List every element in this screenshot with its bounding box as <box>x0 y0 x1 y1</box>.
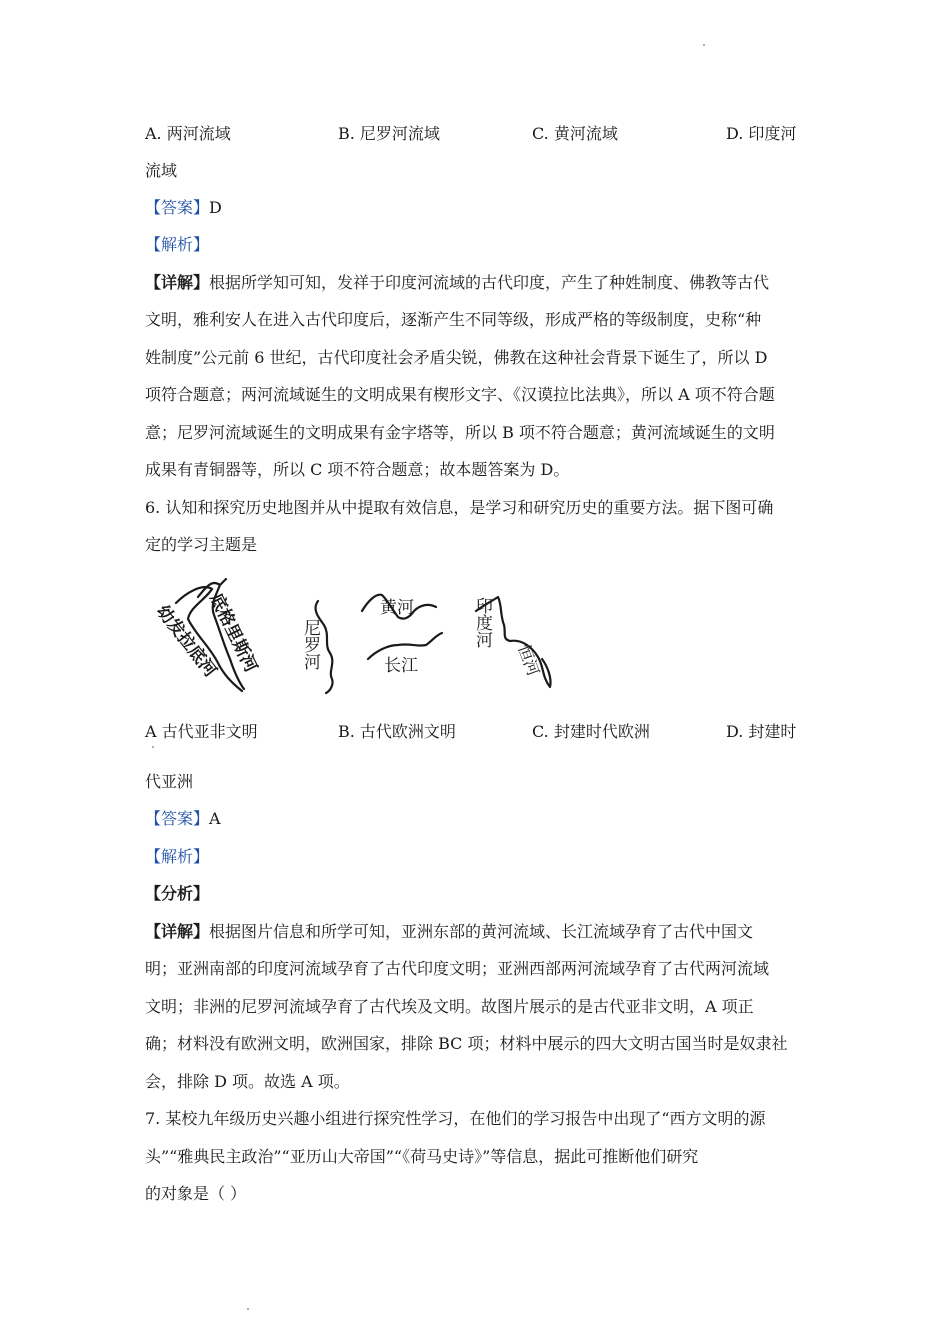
q6-detail-line-3: 文明；非洲的尼罗河流域孕育了古代埃及文明。故图片展示的是古代亚非文明，A 项正 <box>145 997 754 1016</box>
q6-option-d: D. 封建时 <box>726 722 797 741</box>
q6-detail-line-4: 确；材料没有欧洲文明，欧洲国家，排除 BC 项；材料中展示的四大文明古国当时是奴隶社 <box>145 1034 788 1053</box>
q5-answer <box>145 198 810 218</box>
q6-detail-line-2: 明；亚洲南部的印度河流域孕育了古代印度文明；亚洲西部两河流域孕育了古代两河流域 <box>145 959 770 978</box>
q5-analysis-tag: 【解析】 <box>145 235 210 254</box>
q7-stem-line-3: 的对象是（ ） <box>145 1184 247 1203</box>
q5-option-d: D. 印度河 <box>726 124 797 143</box>
river-map-figure <box>140 575 560 700</box>
q7-stem-line-2: 头”“雅典民主政治”“亚历山大帝国”“《荷马史诗》”等信息，据此可推断他们研究 <box>145 1147 699 1166</box>
q6-option-a: A 古代亚非文明 <box>145 722 258 741</box>
q6-detail-line-5: 会，排除 D 项。故选 A 项。 <box>145 1072 350 1091</box>
q5-option-b: B. 尼罗河流域 <box>338 124 440 143</box>
indus-label: 印度河 <box>472 597 492 648</box>
q6-detail-line-1: 【详解】根据图片信息和所学可知，亚洲东部的黄河流域、长江流域孕育了古代中国文 <box>145 922 754 941</box>
q6-answer <box>145 809 810 829</box>
q7-stem-line-1: 7. 某校九年级历史兴趣小组进行探究性学习，在他们的学习报告中出现了“西方文明的源 <box>145 1109 766 1128</box>
answer-tag: 【答案】 <box>145 198 210 217</box>
detail-tag: 【详解】 <box>145 273 210 292</box>
q5-detail-line-5: 意；尼罗河流域诞生的文明成果有金字塔等，所以 B 项不符合题意；黄河流域诞生的文明 <box>145 423 775 442</box>
q5-detail-line-6: 成果有青铜器等，所以 C 项不符合题意；故本题答案为 D。 <box>145 460 570 479</box>
ganges-label: 恒河 <box>514 641 544 679</box>
q6-option-c: C. 封建时代欧洲 <box>532 722 650 741</box>
answer-tag: 【答案】 <box>145 809 210 828</box>
euphrates-label: 幼发拉底河 <box>152 601 221 682</box>
speck <box>247 1308 249 1310</box>
q6-option-wrap: 代亚洲 <box>145 772 194 791</box>
answer-value: A <box>209 809 221 828</box>
speck <box>703 44 705 46</box>
yellow-river-label: 黄河 <box>380 598 414 618</box>
detail-tag: 【详解】 <box>145 922 210 941</box>
q6-stem-line-1: 6. 认知和探究历史地图并从中提取有效信息，是学习和研究历史的重要方法。据下图可确 <box>145 498 774 517</box>
answer-value: D <box>209 198 222 217</box>
q5-option-a: A. 两河流域 <box>145 124 231 143</box>
q5-option-wrap: 流域 <box>145 161 178 180</box>
q6-fenxi-tag: 【分析】 <box>145 884 210 903</box>
q5-detail-line-4: 项符合题意；两河流域诞生的文明成果有楔形文字、《汉谟拉比法典》，所以 A 项不符合题 <box>145 385 775 404</box>
q5-detail-line-2: 文明，雅利安人在进入古代印度后，逐渐产生不同等级，形成严格的等级制度，史称“种 <box>145 310 762 329</box>
q6-stem-line-2: 定的学习主题是 <box>145 535 258 554</box>
q6-option-b: B. 古代欧洲文明 <box>338 722 456 741</box>
q6-analysis-tag: 【解析】 <box>145 847 210 866</box>
q5-option-c: C. 黄河流域 <box>532 124 618 143</box>
tigris-label: 底格里斯河 <box>205 590 261 676</box>
q5-detail-line-1: 【详解】根据所学知可知，发祥于印度河流域的古代印度，产生了种姓制度、佛教等古代 <box>145 273 770 292</box>
q5-detail-line-3: 姓制度”公元前 6 世纪，古代印度社会矛盾尖锐，佛教在这种社会背景下诞生了，所以 D <box>145 348 768 367</box>
speck <box>152 746 154 748</box>
nile-label: 尼罗河 <box>300 619 320 670</box>
yangtze-label: 长江 <box>384 656 418 676</box>
